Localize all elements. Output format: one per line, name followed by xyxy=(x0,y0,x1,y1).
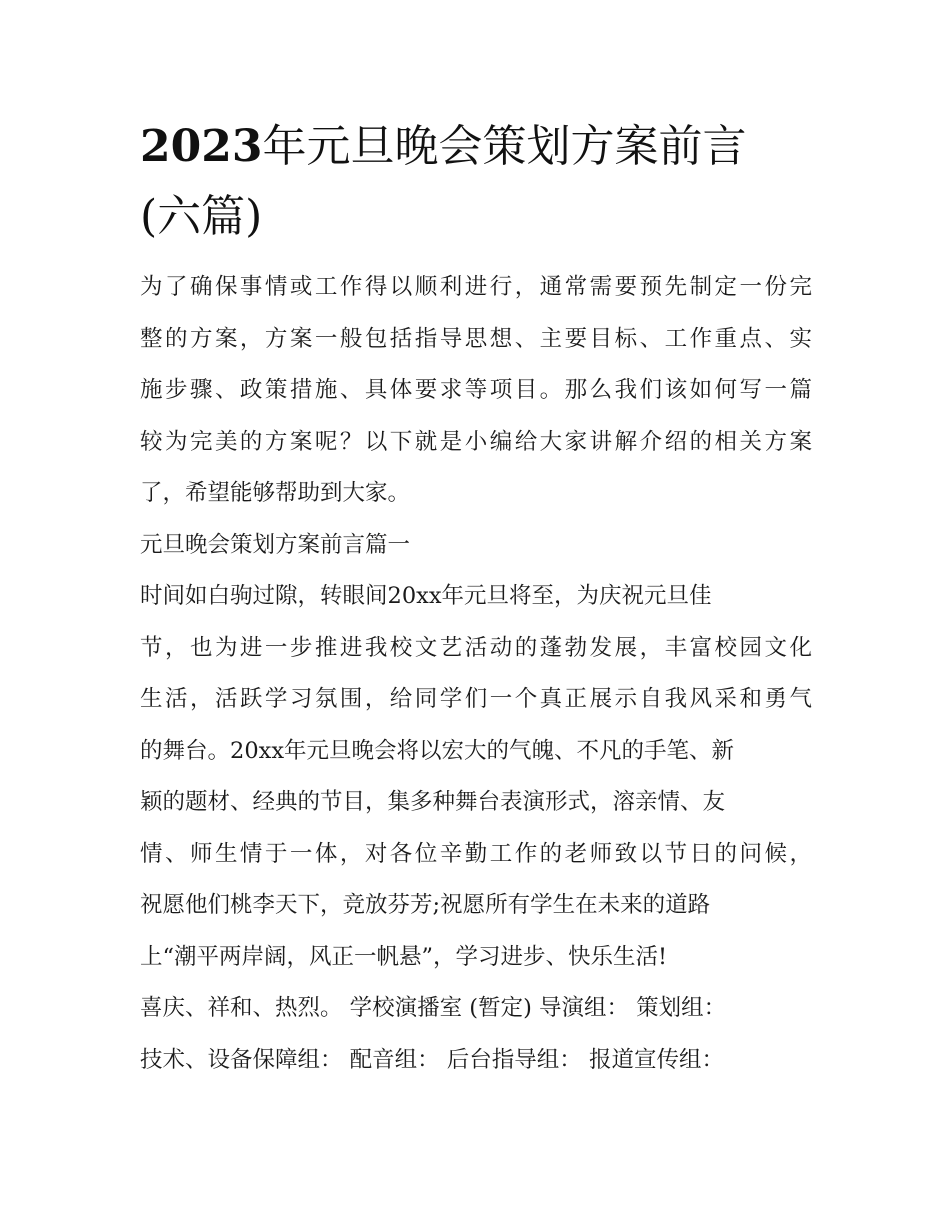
intro-paragraph xyxy=(140,262,812,520)
paragraph-line: 颖的题材、经典的节目，集多种舞台表演形式，溶亲情、友 xyxy=(140,789,726,815)
paragraph-line: 时间如白驹过隙，转眼间20xx年元旦将至，为庆祝元旦佳 xyxy=(140,583,712,609)
title-line-1-text: 年元旦晚会策划方案前言 xyxy=(262,121,747,172)
paragraph-line: 节，也为进一步推进我校文艺活动的蓬勃发展，丰富校园文化 xyxy=(140,634,812,661)
title-line-2: (六篇) xyxy=(140,191,263,242)
document-content xyxy=(140,112,812,1086)
paragraph-line: 上“潮平两岸阔，风正一帆悬”，学习进步、快乐生活! xyxy=(140,943,668,970)
paragraph-line: 技术、设备保障组： 配音组： 后台指导组： 报道宣传组： xyxy=(140,1046,724,1073)
paragraph-line: 生活，活跃学习氛围，给同学们一个真正展示自我风采和勇气 xyxy=(140,686,812,712)
title-year: 2023 xyxy=(140,121,263,172)
paragraph-line: 为了确保事情或工作得以顺利进行，通常需要预先制定一份完 xyxy=(140,274,812,300)
title-line-1 xyxy=(140,112,812,182)
document-title xyxy=(140,112,812,252)
paragraph-line: 整的方案，方案一般包括指导思想、主要目标、工作重点、实 xyxy=(140,325,812,352)
paragraph-line: 的舞台。20xx年元旦晚会将以宏大的气魄、不凡的手笔、新 xyxy=(140,737,735,764)
paragraph-line: 了，希望能够帮助到大家。 xyxy=(140,480,411,506)
section-heading: 元旦晚会策划方案前言篇一 xyxy=(140,531,411,558)
paragraph-line: 施步骤、政策措施、具体要求等项目。那么我们该如何写一篇 xyxy=(140,377,812,403)
document-body xyxy=(140,262,812,1086)
paragraph-line: 较为完美的方案呢？以下就是小编给大家讲解介绍的相关方案 xyxy=(140,428,812,455)
paragraph-line: 祝愿他们桃李天下，竞放芬芳;祝愿所有学生在未来的道路 xyxy=(140,892,711,918)
paragraph-line: 情、师生情于一体，对各位辛勤工作的老师致以节日的问候， xyxy=(140,840,812,867)
paragraph-line: 喜庆、祥和、热烈。 学校演播室 (暂定) 导演组： 策划组： xyxy=(140,995,727,1021)
section-paragraph xyxy=(140,571,812,1086)
